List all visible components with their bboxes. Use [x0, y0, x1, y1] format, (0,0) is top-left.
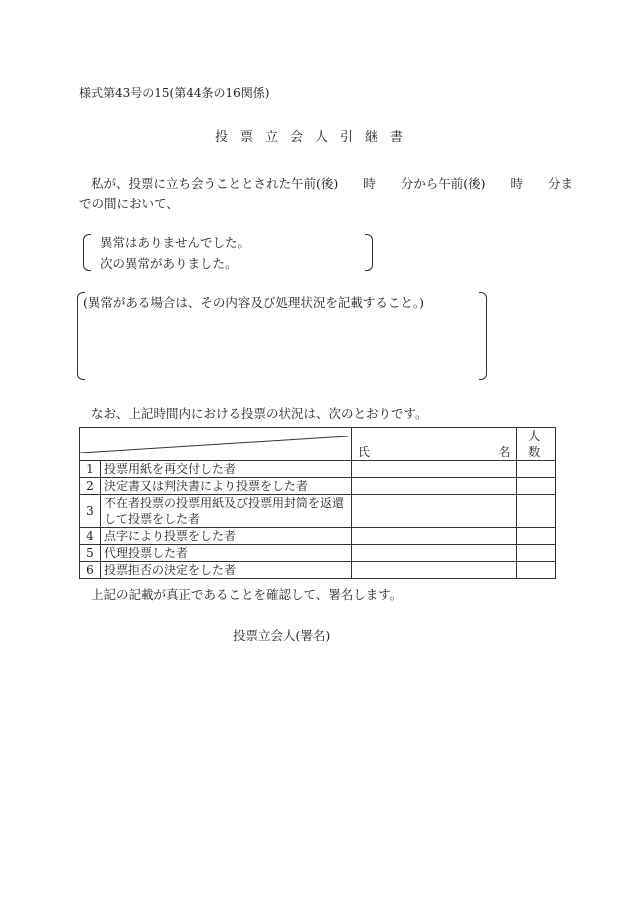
row-label: 点字により投票をした者: [100, 528, 351, 545]
name-cell[interactable]: [351, 562, 517, 579]
diagonal-line: [80, 436, 348, 453]
header-count: 人数: [517, 428, 556, 461]
confirmation-text: 上記の記載が真正であることを確認して、署名します。: [91, 587, 403, 602]
row-label: 投票用紙を再交付した者: [100, 461, 351, 478]
row-number: 4: [80, 528, 101, 545]
row-label: 代理投票した者: [100, 545, 351, 562]
diagonal-header-cell: [80, 428, 352, 461]
name-cell[interactable]: [351, 495, 517, 528]
count-cell[interactable]: [517, 478, 556, 495]
options-left-bracket: [83, 234, 91, 271]
option-no-irregularity: 異常はありませんでした。: [100, 235, 251, 250]
name-cell[interactable]: [351, 461, 517, 478]
irregularity-note: (異常がある場合は、その内容及び処理状況を記載すること。): [83, 295, 425, 310]
row-number: 6: [80, 562, 101, 579]
option-irregularity: 次の異常がありました。: [100, 256, 238, 271]
name-cell[interactable]: [351, 528, 517, 545]
note-right-bracket: [479, 292, 487, 380]
name-cell[interactable]: [351, 478, 517, 495]
table-row: [80, 545, 556, 562]
row-label: 投票拒否の決定をした者: [100, 562, 351, 579]
count-cell[interactable]: [517, 545, 556, 562]
table-intro: なお、上記時間内における投票の状況は、次のとおりです。: [91, 406, 428, 421]
table-row: [80, 528, 556, 545]
count-cell[interactable]: [517, 495, 556, 528]
table-row: [80, 495, 556, 528]
row-number: 2: [80, 478, 101, 495]
page-title: 投票立会人引継書: [214, 130, 415, 145]
header-name-right: 名: [498, 445, 511, 459]
signer-label: 投票立会人(署名): [233, 628, 331, 643]
intro-line-1: 私が、投票に立ち会うこととされた午前(後) 時 分から午前(後) 時 分ま: [91, 176, 574, 191]
header-name: [351, 428, 517, 461]
table-row: [80, 461, 556, 478]
options-right-bracket: [365, 234, 373, 271]
table-header-row: [80, 428, 556, 461]
intro-line-2: での間において、: [79, 196, 179, 211]
row-number: 5: [80, 545, 101, 562]
row-label: 決定書又は判決書により投票をした者: [100, 478, 351, 495]
count-cell[interactable]: [517, 562, 556, 579]
count-cell[interactable]: [517, 528, 556, 545]
table-row: [80, 562, 556, 579]
voting-status-table: [79, 427, 556, 579]
header-name-left: 氏: [357, 445, 370, 459]
count-cell[interactable]: [517, 461, 556, 478]
name-cell[interactable]: [351, 545, 517, 562]
row-number: 3: [80, 495, 101, 528]
table-row: [80, 478, 556, 495]
form-number: 様式第43号の15(第44条の16関係): [79, 86, 270, 100]
row-label: 不在者投票の投票用紙及び投票用封筒を返還して投票をした者: [100, 495, 351, 528]
row-number: 1: [80, 461, 101, 478]
